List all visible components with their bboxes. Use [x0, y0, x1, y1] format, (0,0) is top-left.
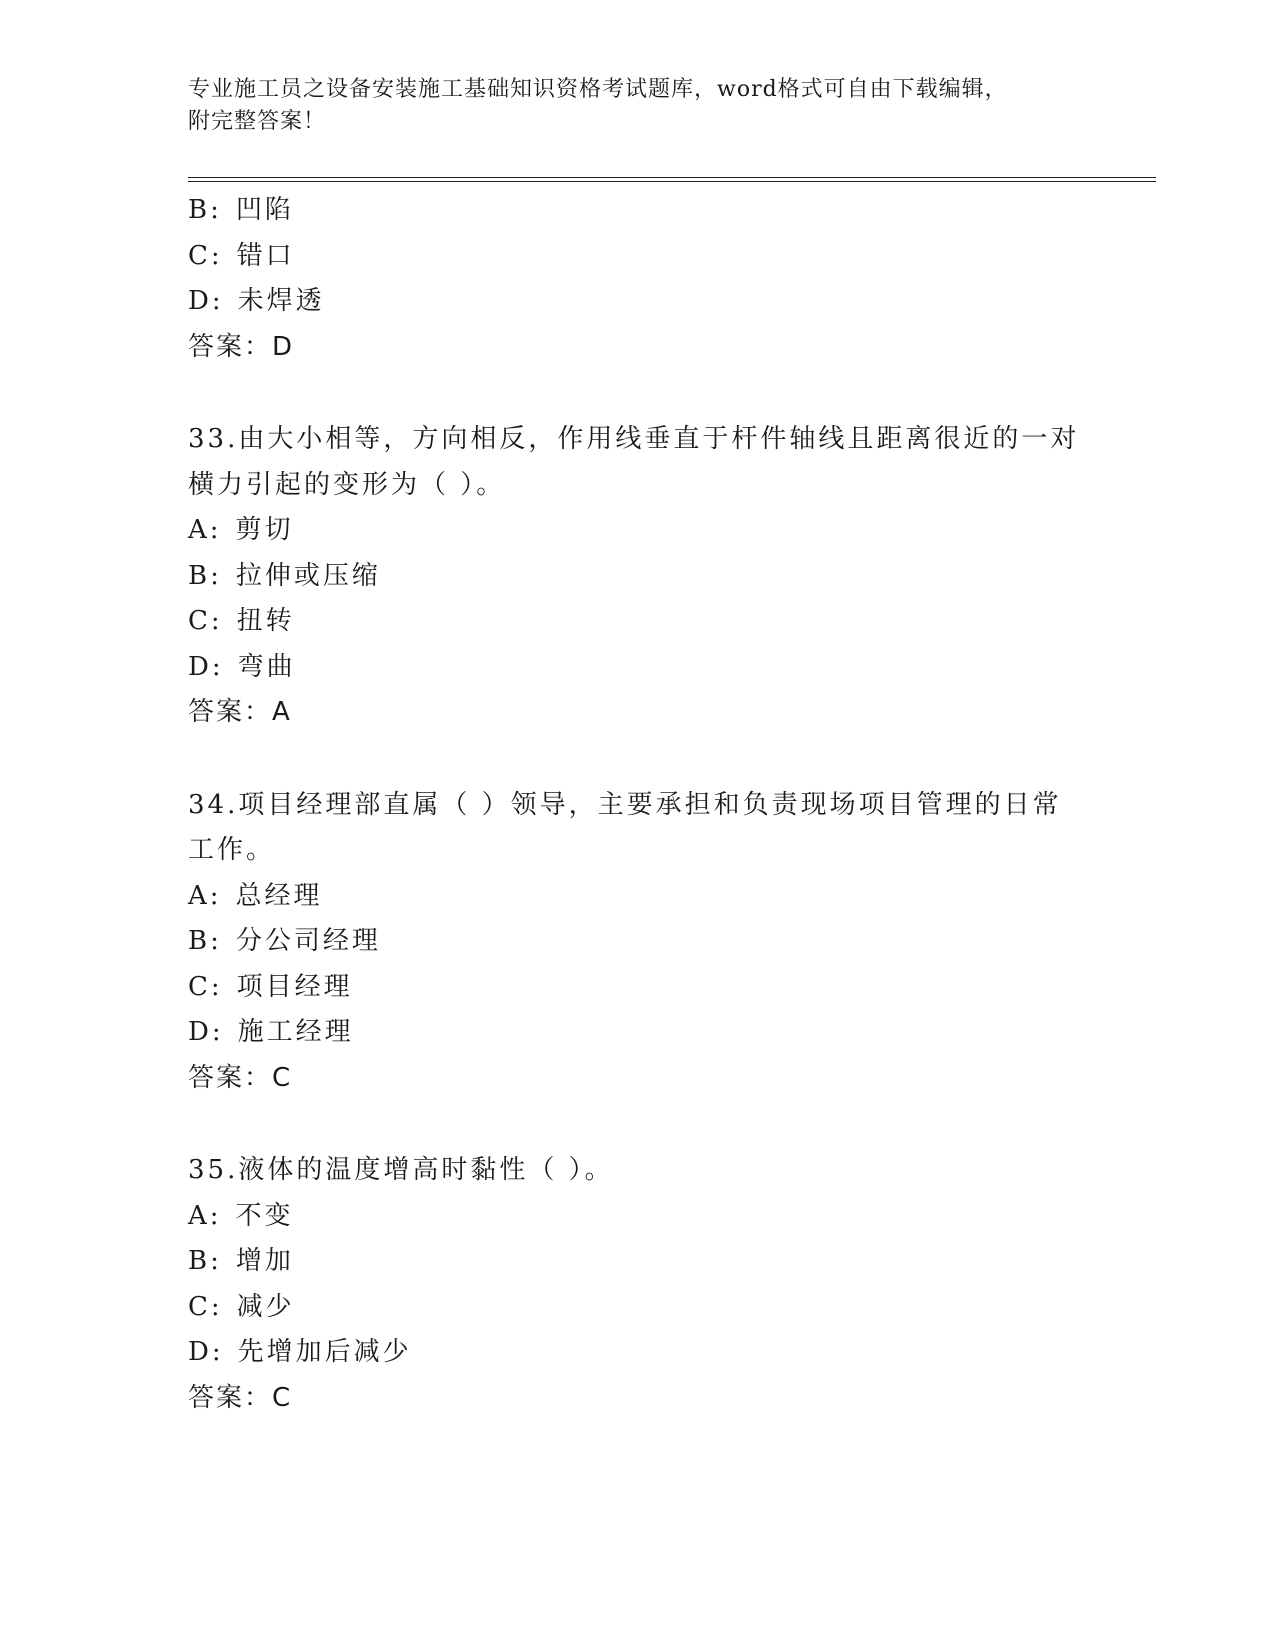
question-spacer [188, 736, 1088, 783]
option-b [188, 1239, 1088, 1285]
option-letter: B: [188, 926, 222, 956]
option-letter: D: [188, 286, 224, 316]
option-letter: A: [188, 515, 222, 545]
option-c [188, 965, 1088, 1011]
option-text: 不变 [235, 1200, 294, 1231]
option-letter: B: [188, 560, 222, 591]
option-c [188, 599, 1088, 645]
option-text: 项目经理 [236, 971, 353, 1002]
option-text: 未焊透 [237, 286, 325, 316]
question-35 [188, 1148, 1088, 1421]
option-d [188, 1330, 1088, 1376]
option-letter: A: [188, 1200, 222, 1231]
header-divider-top [188, 177, 1156, 178]
option-text: 分公司经理 [235, 926, 381, 956]
option-text: 总经理 [235, 880, 323, 911]
option-letter: D: [188, 1337, 224, 1367]
question-spacer [188, 370, 1088, 417]
question-stem-line-1: 35.液体的温度增高时黏性（ ）。 [188, 1155, 614, 1185]
option-letter: C: [188, 240, 223, 271]
question-34 [188, 783, 1088, 1102]
option-c [188, 1285, 1088, 1331]
answer-line: 答案：C [188, 1062, 293, 1093]
option-text: 先增加后减少 [237, 1337, 412, 1367]
option-d [188, 279, 1088, 325]
option-letter: B: [188, 1246, 222, 1276]
question-32-continuation [188, 188, 1088, 370]
option-text: 弯曲 [237, 651, 296, 682]
option-text: 错口 [236, 240, 295, 271]
option-letter: C: [188, 971, 223, 1002]
answer-line: 答案：C [188, 1382, 293, 1413]
option-a [188, 1194, 1088, 1240]
header-divider-bottom [188, 181, 1156, 182]
option-letter: B: [188, 195, 222, 225]
option-text: 施工经理 [237, 1017, 354, 1047]
option-letter: C: [188, 1291, 223, 1322]
question-list [188, 188, 1088, 1421]
document-header [188, 74, 1088, 138]
question-stem-line-1: 34.项目经理部直属（ ）领导，主要承担和负责现场项目管理的日常 [188, 789, 1062, 820]
option-a [188, 508, 1088, 554]
option-b [188, 919, 1088, 965]
header-line-1: 专业施工员之设备安装施工基础知识资格考试题库，word格式可自由下载编辑， [188, 77, 1008, 102]
option-text: 凹陷 [235, 195, 294, 225]
option-letter: D: [188, 1017, 224, 1047]
question-33 [188, 417, 1088, 736]
question-spacer [188, 1101, 1088, 1148]
option-d [188, 1010, 1088, 1056]
option-a [188, 874, 1088, 920]
option-text: 减少 [236, 1291, 295, 1322]
answer-line: 答案：A [188, 697, 292, 727]
question-stem-line-2: 工作。 [188, 835, 276, 865]
option-b [188, 188, 1088, 234]
option-b [188, 554, 1088, 600]
option-c [188, 234, 1088, 280]
question-stem-line-2: 横力引起的变形为（ ）。 [188, 469, 506, 500]
option-text: 拉伸或压缩 [235, 560, 381, 591]
option-text: 剪切 [235, 515, 294, 545]
option-text: 扭转 [236, 606, 295, 636]
option-letter: A: [188, 880, 222, 911]
option-letter: D: [188, 651, 224, 682]
option-letter: C: [188, 606, 223, 636]
header-line-2: 附完整答案！ [188, 109, 327, 134]
option-text: 增加 [235, 1246, 294, 1276]
question-stem-line-1: 33.由大小相等，方向相反，作用线垂直于杆件轴线且距离很近的一对 [188, 424, 1080, 454]
answer-line: 答案：D [188, 331, 295, 362]
option-d [188, 645, 1088, 691]
